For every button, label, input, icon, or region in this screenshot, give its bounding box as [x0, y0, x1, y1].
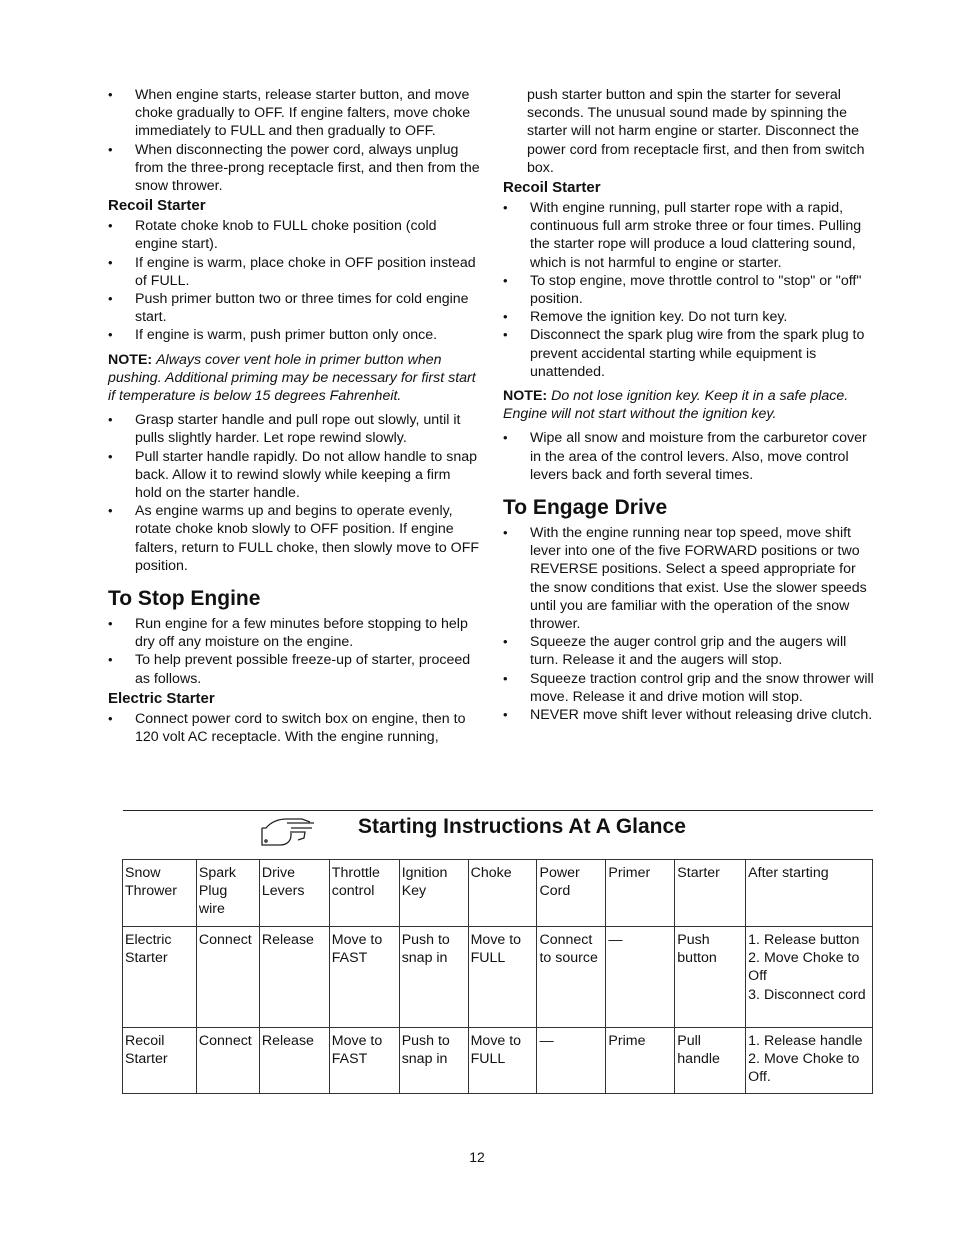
table-cell-after-starting	[746, 1028, 873, 1094]
table-cell: —	[606, 927, 675, 1028]
step-item: 1. Release handle	[748, 1033, 863, 1049]
ignition-key-note	[503, 387, 875, 423]
step-item: 3. Disconnect cord	[748, 986, 866, 1003]
stop-bullets	[108, 615, 480, 688]
step-item: 2. Move Choke to Off.	[748, 1051, 860, 1086]
table-header-cell: After starting	[746, 860, 873, 927]
table-header-cell: Power Cord	[537, 860, 606, 927]
continued-text: push starter button and spin the starter for several seconds. The unusual sound made by spinning the starter will not harm engine or starter. Disconnect the power cord from receptacle first, and then from switch box.	[527, 87, 865, 176]
table-cell: —	[537, 1028, 606, 1094]
list-item: • With the engine running near top speed, move shift lever into one of the five FORWARD positions or two REVERSE positions. Select a speed appropriate for the snow conditions that exist. Use the slower speeds until you are familiar with the operation of the snow thrower.	[503, 524, 875, 633]
table-cell: Connect	[196, 1028, 259, 1094]
table-row	[123, 1028, 873, 1094]
right-column	[503, 86, 875, 724]
table-cell: Release	[259, 1028, 329, 1094]
recoil-starter-heading: Recoil Starter	[108, 197, 206, 215]
list-item: • Disconnect the spark plug wire from the spark plug to prevent accidental starting while equipment is unattended.	[503, 326, 875, 381]
table-cell: Move to FULL	[468, 927, 537, 1028]
table-header-cell: Snow Thrower	[123, 860, 197, 927]
table-cell: Prime	[606, 1028, 675, 1094]
table-row	[123, 927, 873, 1028]
electric-starter-heading: Electric Starter	[108, 689, 215, 707]
glance-title-bar	[258, 812, 878, 846]
list-item: • If engine is warm, place choke in OFF position instead of FULL.	[108, 254, 480, 290]
table-cell: Pull handle	[675, 1028, 746, 1094]
left-column	[108, 86, 480, 746]
list-item: • NEVER move shift lever without releasing drive clutch.	[503, 706, 875, 724]
step-item: 2. Move Choke to Off	[748, 950, 860, 985]
table-cell-after-starting	[746, 927, 873, 1028]
starting-instructions-table	[122, 859, 873, 1094]
recoil-starter-heading: Recoil Starter	[503, 179, 601, 197]
after-starting-steps	[748, 1032, 870, 1087]
table-cell: Connect	[196, 927, 259, 1028]
table-cell: Push to snap in	[399, 1028, 468, 1094]
list-item: • To help prevent possible freeze-up of starter, proceed as follows.	[108, 651, 480, 687]
table-cell: Push to snap in	[399, 927, 468, 1028]
table-header-cell: Choke	[468, 860, 537, 927]
list-item: • Squeeze traction control grip and the snow thrower will move. Release it and drive motion will stop.	[503, 670, 875, 706]
table-header-row	[123, 860, 873, 927]
table-header-cell: Primer	[606, 860, 675, 927]
table-cell: Recoil Starter	[123, 1028, 197, 1094]
recoil-bullets-2	[108, 411, 480, 575]
engage-drive-heading: To Engage Drive	[503, 496, 668, 520]
list-item: • Squeeze the auger control grip and the augers will turn. Release it and the augers will stop.	[503, 633, 875, 669]
list-item: • Remove the ignition key. Do not turn key.	[503, 308, 875, 326]
list-item: • Grasp starter handle and pull rope out slowly, until it pulls slightly harder. Let rope rewind slowly.	[108, 411, 480, 447]
note-text: Do not lose ignition key. Keep it in a safe place. Engine will not start without the ignition key.	[503, 388, 849, 423]
priming-note	[108, 351, 480, 406]
list-item: • Wipe all snow and moisture from the carburetor cover in the area of the control levers. Also, move control levers back and forth several times.	[503, 429, 875, 484]
glance-title: Starting Instructions At A Glance	[358, 815, 686, 838]
table-header-cell: Starter	[675, 860, 746, 927]
electric-bullets	[108, 710, 480, 746]
list-item: • To stop engine, move throttle control to "stop" or "off" position.	[503, 272, 875, 308]
table-cell: Move to FULL	[468, 1028, 537, 1094]
table-cell: Push button	[675, 927, 746, 1028]
step-item: 1. Release button	[748, 932, 860, 948]
recoil-bullets-2	[503, 429, 875, 484]
note-text: Always cover vent hole in primer button when pushing. Additional priming may be necessary for first start if temperature is below 15 degrees Fahrenheit.	[108, 351, 476, 405]
section-divider	[123, 810, 873, 811]
intro-bullets	[108, 86, 480, 195]
list-item: • If engine is warm, push primer button only once.	[108, 326, 480, 344]
table-header-cell: Throttle control	[329, 860, 399, 927]
note-label: NOTE:	[503, 388, 548, 405]
list-item: • When disconnecting the power cord, always unplug from the three-prong receptacle first, and then from the snow thrower.	[108, 141, 480, 196]
drive-bullets	[503, 524, 875, 724]
table-cell: Move to FAST	[329, 927, 399, 1028]
note-label: NOTE:	[108, 351, 153, 368]
table-cell: Move to FAST	[329, 1028, 399, 1094]
table-cell: Connect to source	[537, 927, 606, 1028]
table-cell: Electric Starter	[123, 927, 197, 1028]
continued-paragraph	[503, 86, 875, 177]
list-item: • As engine warms up and begins to operate evenly, rotate choke knob slowly to OFF position. If engine falters, return to FULL choke, then slowly move to OFF position.	[108, 502, 480, 575]
list-item: • Rotate choke knob to FULL choke position (cold engine start).	[108, 217, 480, 253]
list-item: • With engine running, pull starter rope with a rapid, continuous full arm stroke three or four times. Pulling the starter rope will produce a loud clattering sound, which is not harmful to engine or starter.	[503, 199, 875, 272]
list-item: • Pull starter handle rapidly. Do not allow handle to snap back. Allow it to rewind slowly while keeping a firm hold on the starter handle.	[108, 448, 480, 503]
list-item: • When engine starts, release starter button, and move choke gradually to OFF. If engine falters, move choke immediately to FULL and then gradually to OFF.	[108, 86, 480, 141]
table-header-cell: Drive Levers	[259, 860, 329, 927]
pointing-hand-icon	[258, 816, 320, 846]
table-header-cell: Spark Plug wire	[196, 860, 259, 927]
after-starting-steps	[748, 931, 870, 1004]
table-cell: Release	[259, 927, 329, 1028]
list-item: • Push primer button two or three times for cold engine start.	[108, 290, 480, 326]
stop-engine-heading: To Stop Engine	[108, 587, 261, 611]
page-number: 12	[469, 1149, 485, 1165]
list-item: • Connect power cord to switch box on engine, then to 120 volt AC receptacle. With the engine running,	[108, 710, 480, 746]
list-item: • Run engine for a few minutes before stopping to help dry off any moisture on the engine.	[108, 615, 480, 651]
recoil-bullets	[503, 199, 875, 381]
table-header-cell: Ignition Key	[399, 860, 468, 927]
recoil-bullets	[108, 217, 480, 344]
